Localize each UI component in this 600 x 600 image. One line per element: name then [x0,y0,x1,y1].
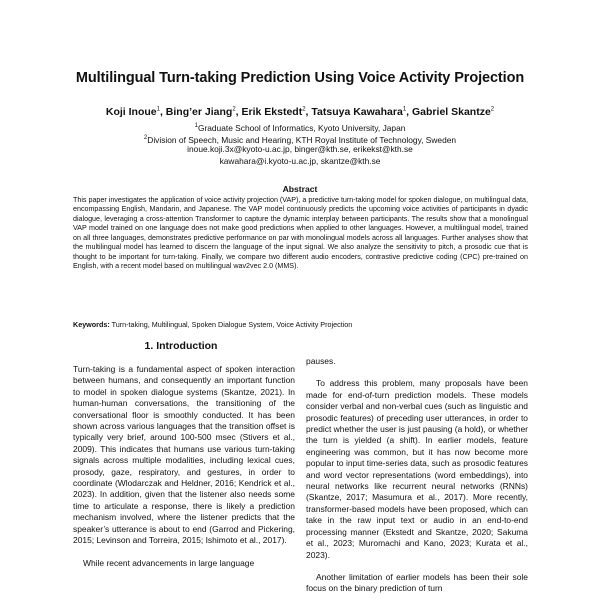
author-list: Koji Inoue$^1$, Bing’er Jiang$^2$, Erik Ekstedt$^2$, Tatsuya Kawahara$^1$, Gabriel Skantze$^2$ [105,106,495,118]
body-paragraph: While recent advancements in large language [83,557,255,568]
affiliation-number: 1 [194,123,198,129]
author-affiliation-mark: 2 [490,106,495,113]
email-block [0,144,600,167]
author: Koji Inoue [105,106,157,118]
paper-title: Multilingual Turn-taking Prediction Using Voice Activity Projection [75,70,525,86]
email-line: kawahara@i.kyoto-u.ac.jp, skantze@kth.se [219,155,381,166]
body-paragraph: Turn-taking is a fundamental aspect of spoken interaction between humans, and consequently an important function to model in spoken dialogue systems (Skantze, 2021). In human-human conversations, the transitioning of the conversational floor is smoothly conducted. It has been shown across various languages that the transition offset is typically very brief, around 100-500 msec (Stivers et al., 2009). This indicates that humans use various turn-taking signals across multiple modalities, including lexical cues, prosody, gaze, respiratory, and gestures, in order to coordinate (Wlodarczak and Heldner, 2016; Kendrick et al., 2023). In addition, given that the listener also needs some time to articulate a response, there is likely a prediction mechanism involved, where the listener predicts that the speaker’s utterance is about to end (Garrod and Pickering, 2015; Levinson and Torreira, 2015; Ishimoto et al., 2017). [73,364,295,546]
body-paragraph: pauses. [306,356,336,366]
author-affiliation-mark: 2 [232,106,236,113]
abstract-text: This paper investigates the application of voice activity projection (VAP), a predictive turn-taking model for spoken dialogue, on multilingual data, encompassing English, Mandarin, and Japanese. The VAP model continuously predicts the upcoming voice activities of participants in dyadic dialogue, leveraging a cross-attention Transformer to capture the dynamic interplay between participants. The results show that a monolingual VAP model trained on one language does not make good predictions when applied to other languages. However, a multilingual model, trained on all three languages, demonstrates predictive performance on par with monolingual models across all languages. Further analyses show that the multilingual model has learned to discern the language of the input signal. We also analyze the sensitivity to pitch, a prosodic cue that is thought to be important for turn-taking. Finally, we compare two different audio encoders, contrastive predictive coding (CPC) pre-trained on English, with a recent model based on multilingual wav2vec 2.0 (MMS). [73,196,528,271]
keywords-text: Turn-taking, Multilingual, Spoken Dialogue System, Voice Activity Projection [111,320,353,329]
author-affiliation-mark: 1 [402,106,407,113]
author: Bing’er Jiang [165,106,233,118]
body-paragraph: Another limitation of earlier models has been their sole focus on the binary prediction of turn [306,571,528,594]
body-paragraph: To address this problem, many proposals have been made for end-of-turn prediction models. These models consider verbal and non-verbal cues (such as linguistic and prosodic features) of preceding user utterances, in order to predict whether the user is just pausing (a hold), or whether the turn is yielded (a shift). In earlier models, feature engineering was common, but it has now become more popular to input time-series data, such as prosodic features and word vector representations (word embeddings), into neural networks like recurrent neural networks (RNNs) (Skantze, 2017; Masumura et al., 2017). More recently, transformer-based models have been proposed, which can take in the raw input text or audio in an end-to-end processing manner (Ekstedt and Skantze, 2020; Sakuma et al., 2023; Muromachi and Kano, 2023; Kurata et al., 2023). [306,378,528,560]
affiliation-text: Division of Speech, Music and Hearing, KTH Royal Institute of Technology, Sweden [147,134,457,145]
abstract-heading: Abstract [282,184,318,194]
author: Tatsuya Kawahara [311,106,403,118]
author-affiliation-mark: 2 [302,106,306,113]
keywords-label: Keywords: [73,320,110,329]
email-line: inoue.koji.3x@kyoto-u.ac.jp, binger@kth.se, erikekst@kth.se [187,144,413,154]
keywords [73,320,528,330]
author: Gabriel Skantze [412,106,491,118]
right-column [306,356,528,595]
affiliation-text: Graduate School of Informatics, Kyoto University, Japan [197,122,406,133]
affiliation-number: 2 [143,135,148,141]
author-affiliation-mark: 1 [156,106,160,113]
author: Erik Ekstedt [241,106,303,118]
section-heading-introduction: 1. Introduction [144,340,218,352]
left-column [73,364,295,569]
